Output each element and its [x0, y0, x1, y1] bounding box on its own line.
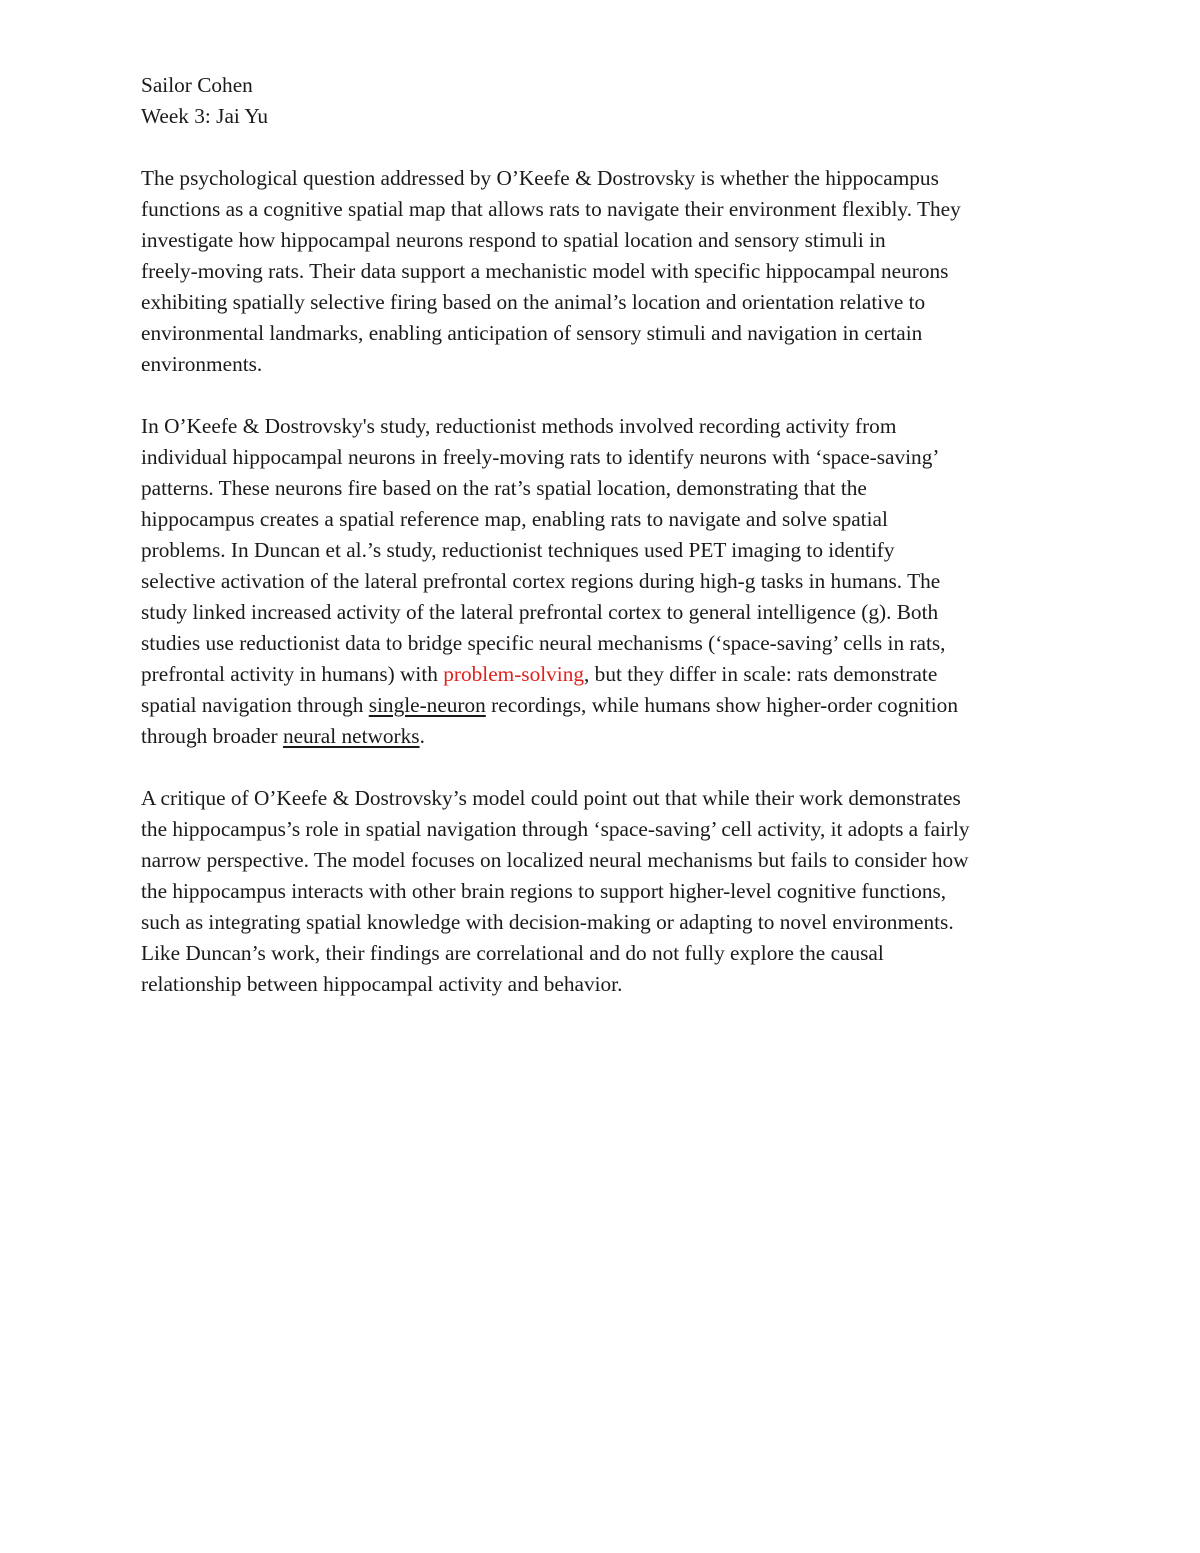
paragraph-line: functions as a cognitive spatial map that allows rats to navigate their environment flexibly. They	[141, 197, 961, 221]
paragraph-line: studies use reductionist data to bridge specific neural mechanisms (‘space-saving’ cells in rats,	[141, 631, 946, 655]
text-run: through broader	[141, 724, 283, 748]
paragraph-2	[141, 411, 1071, 752]
underlined-text: single-neuron	[368, 693, 486, 717]
paragraph-line	[141, 690, 1071, 721]
paragraph-line: the hippocampus’s role in spatial navigation through ‘space-saving’ cell activity, it adopts a fairly	[141, 817, 970, 841]
text-run: prefrontal activity in humans) with	[141, 662, 444, 686]
paragraph-line: hippocampus creates a spatial reference map, enabling rats to navigate and solve spatial	[141, 507, 888, 531]
paragraph-line: A critique of O’Keefe & Dostrovsky’s model could point out that while their work demonstrates	[141, 786, 961, 810]
paragraph-line: the hippocampus interacts with other brain regions to support higher-level cognitive functions,	[141, 879, 947, 903]
document-page	[141, 70, 1071, 1000]
paragraph-line: The psychological question addressed by O’Keefe & Dostrovsky is whether the hippocampus	[141, 166, 939, 190]
highlighted-text: problem-solving	[443, 662, 585, 686]
week-label: Week 3: Jai Yu	[141, 104, 269, 128]
paragraph-line: narrow perspective. The model focuses on localized neural mechanisms but fails to consider how	[141, 848, 969, 872]
text-run: , but they differ in scale: rats demonstrate	[584, 662, 938, 686]
paragraph-line: problems. In Duncan et al.’s study, reductionist techniques used PET imaging to identify	[141, 538, 895, 562]
paragraph-line	[141, 721, 1071, 752]
paragraph-line: such as integrating spatial knowledge with decision-making or adapting to novel environments.	[141, 910, 954, 934]
paragraph-line	[141, 659, 1071, 690]
paragraph-line: environmental landmarks, enabling anticipation of sensory stimuli and navigation in certain	[141, 321, 923, 345]
paragraph-line: Like Duncan’s work, their findings are correlational and do not fully explore the causal	[141, 941, 884, 965]
paragraph-line: investigate how hippocampal neurons respond to spatial location and sensory stimuli in	[141, 228, 886, 252]
underlined-text: neural networks	[282, 724, 420, 748]
paragraph-spacer	[141, 752, 1071, 783]
paragraph-line: study linked increased activity of the lateral prefrontal cortex to general intelligence (g). Both	[141, 600, 939, 624]
paragraph-spacer	[141, 380, 1071, 411]
author-name: Sailor Cohen	[141, 73, 253, 97]
text-run: .	[419, 724, 425, 748]
text-run: spatial navigation through	[141, 693, 369, 717]
paragraph-spacer	[141, 132, 1071, 163]
paragraph-line: relationship between hippocampal activity and behavior.	[141, 972, 623, 996]
paragraph-line: patterns. These neurons fire based on the rat’s spatial location, demonstrating that the	[141, 476, 867, 500]
paragraph-line: exhibiting spatially selective firing based on the animal’s location and orientation relative to	[141, 290, 926, 314]
text-run: recordings, while humans show higher-order cognition	[485, 693, 958, 717]
paragraph-line: individual hippocampal neurons in freely-moving rats to identify neurons with ‘space-saving’	[141, 445, 940, 469]
paragraph-1	[141, 163, 1071, 380]
paragraph-line: selective activation of the lateral prefrontal cortex regions during high-g tasks in humans. The	[141, 569, 941, 593]
paragraph-line: environments.	[141, 352, 263, 376]
paragraph-3	[141, 783, 1071, 1000]
paragraph-line: freely-moving rats. Their data support a mechanistic model with specific hippocampal neurons	[141, 259, 949, 283]
paragraph-line: In O’Keefe & Dostrovsky's study, reductionist methods involved recording activity from	[141, 414, 897, 438]
